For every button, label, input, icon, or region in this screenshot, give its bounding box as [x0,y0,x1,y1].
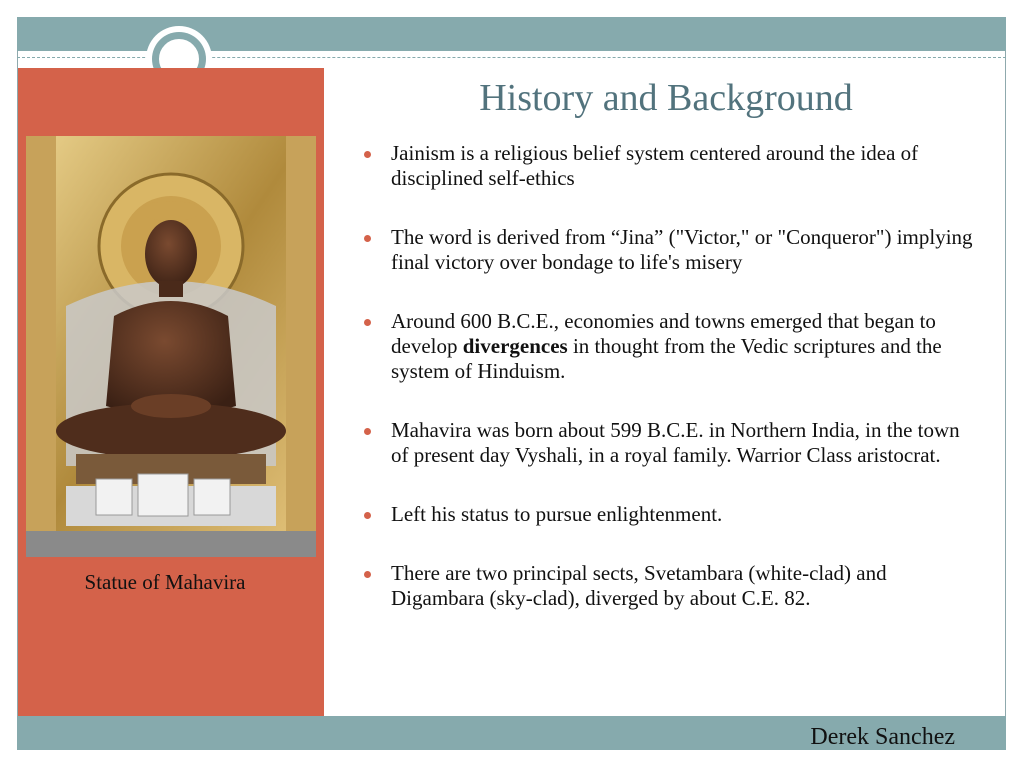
author-footer: Derek Sanchez [810,724,955,750]
bullet-item: There are two principal sects, Svetambara (white-clad) and Digambara (sky-clad), diverged by about C.E. 82. [362,561,982,611]
bullet-dot-icon [364,571,371,578]
bullet-item: Jainism is a religious belief system centered around the idea of disciplined self-ethics [362,141,982,191]
bullet-dot-icon [364,235,371,242]
bullet-dot-icon [364,428,371,435]
slide-title: History and Background [479,77,853,119]
bullet-item: The word is derived from “Jina” ("Victor," or "Conqueror") implying final victory over bondage to life's misery [362,225,982,275]
mahavira-statue-photo [26,136,316,557]
bullet-list [362,141,982,645]
bullet-item: Around 600 B.C.E., economies and towns emerged that began to develop divergences in thought from the Vedic scriptures and the system of Hinduism. [362,309,982,384]
bullet-item: Mahavira was born about 599 B.C.E. in Northern India, in the town of present day Vyshali, in a royal family. Warrior Class aristocrat. [362,418,982,468]
bullet-dot-icon [364,151,371,158]
bullet-item: Left his status to pursue enlightenment. [362,502,982,527]
photo-caption: Statue of Mahavira [84,570,246,594]
bullet-dot-icon [364,512,371,519]
bullet-dot-icon [364,319,371,326]
